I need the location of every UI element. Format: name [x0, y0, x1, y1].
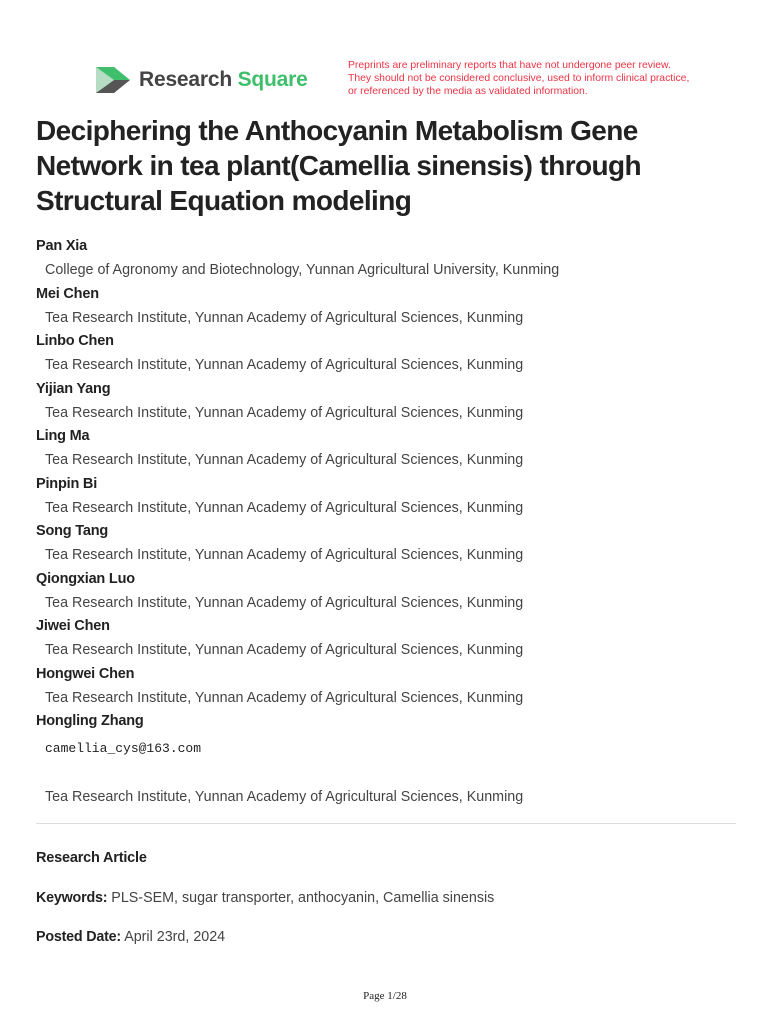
keywords-label: Keywords: — [36, 890, 108, 906]
keywords-value: PLS-SEM, sugar transporter, anthocyanin, Camellia sinensis — [111, 890, 495, 906]
page-number: Page 1/28 — [363, 990, 407, 1002]
posted-date-value: April 23rd, 2024 — [124, 929, 226, 945]
author-name[interactable]: Song Tang — [36, 523, 109, 539]
author-affiliation: Tea Research Institute, Yunnan Academy of Agricultural Sciences, Kunming — [45, 499, 524, 516]
author-name[interactable]: Pan Xia — [36, 238, 87, 254]
paper-title — [36, 113, 736, 218]
author-affiliation: Tea Research Institute, Yunnan Academy of Agricultural Sciences, Kunming — [45, 452, 524, 468]
author-entry — [36, 522, 736, 570]
brand-word-research: Research — [139, 68, 232, 91]
keywords-line — [36, 890, 494, 906]
disclaimer-line: or referenced by the media as validated information. — [348, 85, 588, 97]
author-name[interactable]: Pinpin Bi — [36, 475, 98, 492]
author-entry — [36, 285, 736, 333]
author-entry — [36, 570, 736, 618]
corresponding-author-email[interactable]: camellia_cys@163.com — [45, 741, 202, 756]
title-line: Network in tea plant(Camellia sinensis) through — [36, 150, 642, 181]
research-square-logo[interactable] — [94, 64, 308, 96]
author-affiliation: Tea Research Institute, Yunnan Academy of Agricultural Sciences, Kunming — [45, 404, 524, 421]
research-square-logo-icon — [94, 64, 132, 96]
author-name[interactable]: Hongwei Chen — [36, 665, 135, 682]
preprint-disclaimer — [348, 60, 708, 98]
author-list — [36, 237, 736, 760]
section-divider — [36, 823, 736, 824]
author-entry — [36, 332, 736, 380]
corresponding-author-affiliation: Tea Research Institute, Yunnan Academy of Agricultural Sciences, Kunming — [45, 789, 524, 805]
author-entry — [36, 617, 736, 665]
author-affiliation: Tea Research Institute, Yunnan Academy of Agricultural Sciences, Kunming — [45, 642, 524, 658]
posted-date-line — [36, 929, 225, 945]
brand-name — [139, 68, 308, 92]
author-entry — [36, 380, 736, 428]
author-name[interactable]: Qiongxian Luo — [36, 570, 135, 587]
title-line: Deciphering the Anthocyanin Metabolism Gene — [36, 115, 638, 146]
disclaimer-line: They should not be considered conclusive, used to inform clinical practice, — [348, 72, 690, 84]
author-name[interactable]: Mei Chen — [36, 285, 99, 302]
author-affiliation: Tea Research Institute, Yunnan Academy of Agricultural Sciences, Kunming — [45, 357, 524, 373]
author-name[interactable]: Jiwei Chen — [36, 618, 110, 634]
author-affiliation: Tea Research Institute, Yunnan Academy of Agricultural Sciences, Kunming — [45, 547, 524, 563]
author-entry — [36, 237, 736, 285]
title-line: Structural Equation modeling — [36, 185, 412, 216]
author-affiliation: Tea Research Institute, Yunnan Academy of Agricultural Sciences, Kunming — [45, 309, 524, 326]
author-name[interactable]: Ling Ma — [36, 428, 90, 444]
author-affiliation: Tea Research Institute, Yunnan Academy of Agricultural Sciences, Kunming — [45, 594, 524, 611]
posted-date-label: Posted Date: — [36, 929, 121, 945]
brand-word-square: Square — [237, 68, 308, 91]
corresponding-author-name[interactable]: Hongling Zhang — [36, 713, 144, 729]
author-affiliation: College of Agronomy and Biotechnology, Yunnan Agricultural University, Kunming — [45, 262, 560, 278]
author-name[interactable]: Yijian Yang — [36, 380, 111, 397]
article-type: Research Article — [36, 850, 147, 866]
author-name[interactable]: Linbo Chen — [36, 333, 114, 349]
author-entry — [36, 475, 736, 523]
author-entry — [36, 427, 736, 475]
disclaimer-line: Preprints are preliminary reports that have not undergone peer review. — [348, 60, 671, 71]
author-affiliation: Tea Research Institute, Yunnan Academy of Agricultural Sciences, Kunming — [45, 689, 524, 706]
author-entry — [36, 665, 736, 713]
